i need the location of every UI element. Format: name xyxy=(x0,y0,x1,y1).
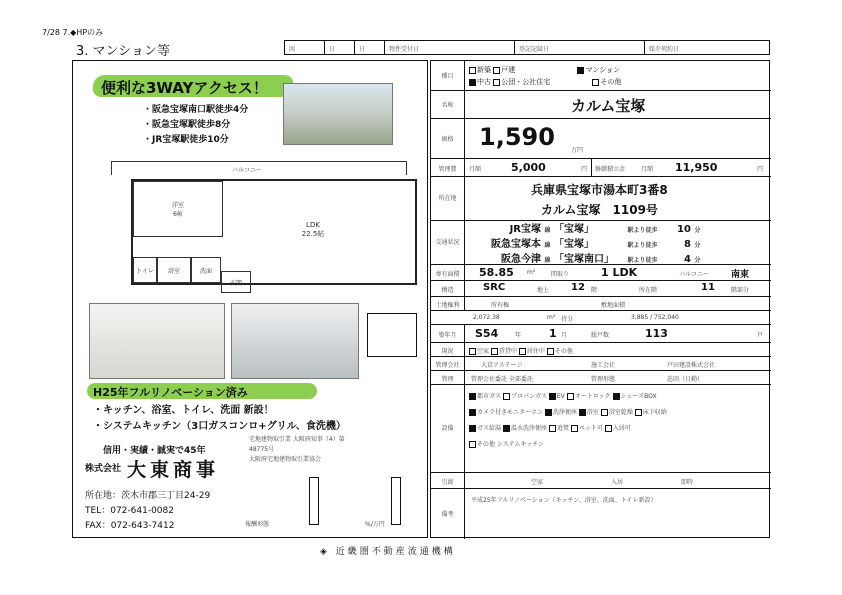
header-row xyxy=(284,40,770,55)
room-western: 洋室 6帖 xyxy=(133,181,223,237)
built-row: 築年月 S54 年 1 月 総戸数 113 戸 xyxy=(431,325,771,343)
interior-photo xyxy=(89,303,225,379)
structure-row: 構造 SRC 地上 12 階 所在階 11 階部分 xyxy=(431,281,771,297)
fee-row: 管理費 月額 5,000 円 修繕積立金 月額 11,950 円 xyxy=(431,159,771,177)
mgmt-form-row: 管理 管理会社委託 全部委託 管理形態 巡回（日勤） xyxy=(431,371,771,385)
building-photo xyxy=(283,83,393,145)
equipment-row: 設備 都市ガス プロパンガス EV オートロック シューズBOX カメラ付きモニターホン 洗浄便座 浴室 浴室乾燥 床下収納 ガス給湯 温水洗浄便座 追焚 ペット可 入居可 その他 システムキッチン xyxy=(431,385,771,473)
status-options: 空家 賃貸中 居住中 その他 xyxy=(469,346,573,355)
headline: 便利な3WAYアクセス！ xyxy=(101,79,268,97)
header-cell: 図 xyxy=(285,41,325,55)
reform-item: ・キッチン、浴室、トイレ、洗面 新設！ xyxy=(93,405,274,416)
address-line2: カルム宝塚 1109号 xyxy=(541,203,658,217)
location-row: 所在地 兵庫県宝塚市湯本町3番8 カルム宝塚 1109号 xyxy=(431,177,771,221)
share-row: 2,072.38 m² 持分 3,885 / 752,040 xyxy=(431,311,771,325)
header-cell: 日 xyxy=(325,41,355,55)
mgmt-company-row: 管理会社 大京アステージ 施工会社 戸田建設株式会社 xyxy=(431,357,771,371)
property-table xyxy=(430,60,770,538)
reform-title: H25年フルリノベーション済み xyxy=(93,386,248,399)
logo-icon: ◈ xyxy=(320,547,330,557)
room-entrance: 玄関 xyxy=(221,271,251,293)
balcony-area: バルコニー xyxy=(111,161,407,175)
room-bath: 浴室 xyxy=(157,257,191,283)
remarks-text: 平成25年フルリノベーション（キッチン、浴室、洗面、トイレ新設） xyxy=(471,497,657,504)
ad-panel xyxy=(72,60,428,538)
balcony-value: 南東 xyxy=(731,270,750,280)
date-note: 7/28 7.◆HPのみ xyxy=(42,28,104,37)
mgmt-fee: 5,000 xyxy=(511,161,546,174)
company-license: 宅地建物取引業 大阪府知事（4）第48775号 大阪府宅地建物取引業協会 xyxy=(249,436,345,463)
floorplan xyxy=(111,161,411,303)
section-title: 3. マンション等 xyxy=(76,44,170,59)
company-contact: 所在地：茨木市郡三丁目24-29 TEL：072-641-0082 FAX：072-643-7412 xyxy=(85,491,211,531)
delivery-row: 引渡 空家 入居 即時 xyxy=(431,473,771,489)
traffic-item: 阪急今津 線 「宝塚南口」 駅より徒歩 4 分 xyxy=(501,254,701,265)
checkbox-column xyxy=(391,477,401,525)
access-item: ・阪急宝塚駅徒歩8分 xyxy=(143,120,231,130)
company-name: 大東商事 xyxy=(127,459,220,481)
company-kabushiki: 株式会社 xyxy=(85,464,122,474)
property-name: カルム宝塚 xyxy=(571,97,646,115)
layout-value: 1 LDK xyxy=(601,266,638,279)
area-value: 58.85 xyxy=(479,266,514,279)
price-row: 価格 1,590 万円 xyxy=(431,119,771,159)
room-wash: 洗面 xyxy=(191,257,221,283)
kind-options: 新築 戸建 マンション 中古 公団・公社住宅 その他 xyxy=(469,64,621,88)
kitchen-photo xyxy=(231,303,359,379)
status-row: 現況 空家 賃貸中 居住中 その他 xyxy=(431,343,771,357)
traffic-lines xyxy=(471,223,700,268)
area-row: 専有面積 58.85 m² 間取り 1 LDK バルコニー 南東 xyxy=(431,265,771,281)
traffic-item: 阪急宝塚本 線 「宝塚」 駅より徒歩 8 分 xyxy=(491,239,701,250)
land-row: 土地権利 所有権 敷地面積 xyxy=(431,297,771,311)
company-tagline: 信用・実績・誠実で45年 xyxy=(103,446,206,456)
address-line1: 兵庫県宝塚市湯本町3番8 xyxy=(531,183,668,197)
map-box xyxy=(367,313,417,357)
fee-unit: %/万円 xyxy=(365,521,385,528)
kind-row: 種目 新築 戸建 マンション 中古 公団・公社住宅 その他 xyxy=(431,61,771,91)
header-cell: 媒介契約日 xyxy=(649,46,680,53)
reform-list xyxy=(93,403,346,435)
price-value: 1,590 xyxy=(479,123,555,151)
access-item: ・阪急宝塚南口駅徒歩4分 xyxy=(143,105,249,115)
fee-label: 報酬形態 xyxy=(245,521,270,528)
traffic-row: 交通状況 JR宝塚 線 「宝塚」 駅より徒歩 10 分 阪急宝塚本 線 「宝塚」 駅より徒歩 8 分 阪急今津 線 「宝塚南口」 駅より徒歩 4 分 xyxy=(431,221,771,265)
header-cell: 物件受付日 xyxy=(385,41,515,55)
repair-fee: 11,950 xyxy=(675,161,718,174)
remarks-row: 備考 平成25年フルリノベーション（キッチン、浴室、洗面、トイレ新設） xyxy=(431,489,771,539)
equipment-list: 都市ガス プロパンガス EV オートロック シューズBOX カメラ付きモニターホン 洗浄便座 浴室 浴室乾燥 床下収納 ガス給湯 温水洗浄便座 追焚 ペット可 入居可 その他 システムキッチン xyxy=(469,389,769,453)
reform-item: ・システムキッチン（3口ガスコンロ+グリル、食洗機） xyxy=(93,421,346,432)
header-cell: 登記記録日 xyxy=(515,41,645,55)
header-cell: 日 xyxy=(355,41,385,55)
footer: ◈ 近畿圏不動産流通機構 xyxy=(320,547,456,557)
access-list xyxy=(143,103,248,148)
room-ldk: LDK 22.5帖 xyxy=(301,221,325,238)
traffic-item: JR宝塚 線 「宝塚」 駅より徒歩 10 分 xyxy=(509,224,701,235)
access-item: ・JR宝塚駅徒歩10分 xyxy=(143,135,229,145)
room-toilet: トイレ xyxy=(133,257,157,283)
checkbox-column xyxy=(309,477,319,525)
name-row: 名称 カルム宝塚 xyxy=(431,91,771,119)
